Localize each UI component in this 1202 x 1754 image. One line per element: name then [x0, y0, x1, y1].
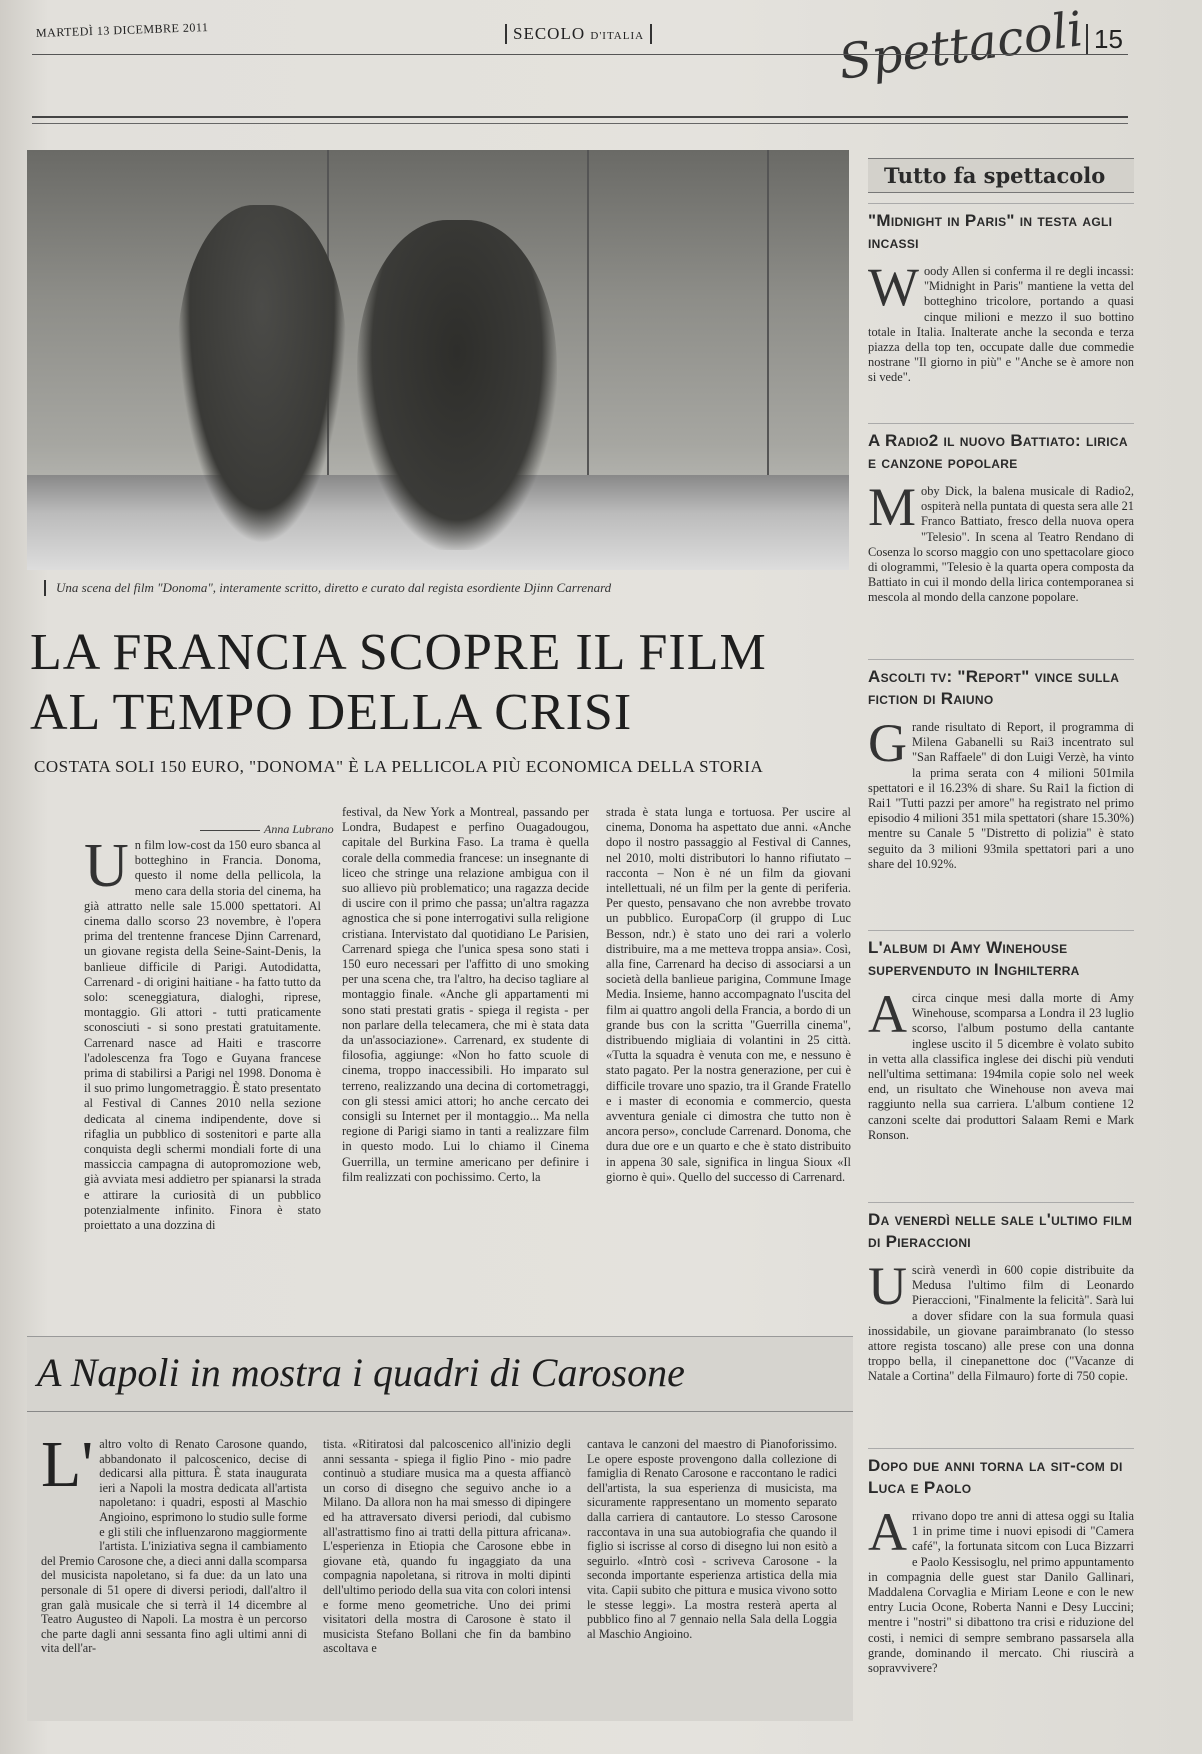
sidebar-item-midnight-in-paris	[868, 203, 1134, 412]
sidebar-item-body	[868, 991, 1134, 1179]
photo-caption: Una scena del film "Donoma", interamente scritto, diretto e curato dal regista esordiente Djinn Carrenard	[44, 580, 611, 596]
box-headline: A Napoli in mostra i quadri di Carosone	[37, 1350, 685, 1395]
sidebar-dropcap: W	[868, 264, 919, 317]
sidebar-item-headline: Dopo due anni torna la sit-com di Luca e Paolo	[868, 1448, 1134, 1499]
box-dropcap: L'	[41, 1437, 94, 1501]
article-byline: Anna Lubrano	[200, 822, 334, 837]
sidebar-item-body	[868, 720, 1134, 890]
article-headline	[30, 623, 850, 743]
sidebar-item-text: rande risultato di Report, il programma di Milena Gabanelli su Rai3 incentrato sul "San Raffaele" di don Luigi Verzè, ha vinto la prima serata con 4 milioni 501mila spettatori e il 16.23% di share. Su Rai1 la fiction di Rai1 "Tutti pazzi per amore" ha registrato nel primo episodio 4 milioni 351 mila spettatori (share 15.30%) mentre su Canale 5 "Distretto di polizia" è stato seguito da 3 milioni 93mila spettatori pari a uno share del 10.92%.	[868, 720, 1134, 871]
box-column-2-text: tista. «Ritiratosi dal palcoscenico all'inizio degli anni sessanta - spiega il figlio Pino - mio padre continuò a studiare musica ma a questa affiancò un corso di disegno che seguivo anche io a Milano. Da allora non ha mai smesso di dipingere ed ha attraversato diversi periodi, dal cubismo all'astrattismo fino ai tratti della pittura africana». L'esperienza in Etiopia che Carosone ebbe in giovane età, quando fu ingaggiato da una compagnia napoletana, si ritrova in molti dipinti dell'ultimo periodo della sua vita con colori intensi e forme meno geometriche. Uno dei primi visitatori della mostra di Carosone è stato il musicista Stefano Bollani che fin da bambino ascoltava e	[323, 1437, 571, 1656]
sidebar-dropcap: G	[868, 720, 907, 773]
headline-line-2: AL TEMPO DELLA CRISI	[30, 684, 633, 741]
section-title: Spettacoli	[835, 1, 1087, 91]
box-column-3	[587, 1437, 837, 1717]
article-column-2	[342, 805, 589, 1301]
photo-figure-man	[357, 220, 557, 550]
article-column-1	[84, 838, 321, 1301]
sidebar-dropcap: M	[868, 484, 917, 537]
issue-date: MARTEDÌ 13 DICEMBRE 2011	[35, 19, 209, 40]
sidebar-dropcap: A	[868, 1509, 907, 1562]
sidebar-item-text: oby Dick, la balena musicale di Radio2, ospiterà nella puntata di questa sera alle 21 Franco Battiato, fresco della nuova opera "Telesio". In scena al Teatro Rendano di Cosenza lo scorso maggio con uno spettacolare gioco di ologrammi, "Telesio è la quarta opera composta da Battiato in cui il mondo della lirica contemporanea si mescola al mondo della canzone popolare.	[868, 484, 1134, 605]
sidebar-item-headline: Da venerdì nelle sale l'ultimo film di Pieraccioni	[868, 1202, 1134, 1253]
sidebar-item-headline: Ascolti tv: "Report" vince sulla fiction di Raiuno	[868, 659, 1134, 710]
sidebar-item-headline: "Midnight in Paris" in testa agli incassi	[868, 203, 1134, 254]
sidebar-item-text: rrivano dopo tre anni di attesa oggi su Italia 1 in prime time i nuovi episodi di "Camera café", la fortunata sitcom con Luca Bizzarri e Paolo Kessisoglu, nel primo appuntamento in compagnia delle guest star Danilo Gallinari, Maddalena Corvaglia e Miriam Leone e con le new entry Lucia Ocone, Roberta Nanni e Desy Luccini; mentre i "nostri" si dibattono tra crisi e riduzione del costi, i nemici di sempre sembrano passarsela alla grande, dominando il mercato. Chi riuscirà a sopravvivere?	[868, 1509, 1134, 1676]
article-column-3	[606, 805, 851, 1301]
box-column-1-text: altro volto di Renato Carosone quando, abbandonato il palcoscenico, decise di dedicarsi alla pittura. È stata inaugurata ieri a Napoli la mostra dedicata all'artista napoletano: i quadri, esposti al Maschio Angioino, esprimono lo studio sulle forme e gli stili che influenzarono maggiormente l'artista. L'iniziativa segna il cambiamento del Premio Carosone che, a dieci anni dalla scomparsa del musicista napoletano, si fa due: da un lato una personale di 51 opere di diversi periodi, dall'altro il gran galà musicale che si terrà il 14 dicembre al Teatro Augusteo di Napoli. La mostra è un percorso che parte dagli anni sessanta fino agli ultimi anni di vita dell'ar-	[41, 1437, 307, 1656]
newspaper-name-suffix: D'ITALIA	[590, 30, 645, 42]
article-dropcap: U	[84, 838, 129, 900]
newspaper-name-main: SECOLO	[513, 24, 586, 43]
sidebar-item-report	[868, 659, 1134, 890]
sidebar-item-body	[868, 1263, 1134, 1421]
sidebar-dropcap: U	[868, 1263, 907, 1316]
sidebar-item-body	[868, 484, 1134, 654]
sidebar-item-text: oody Allen si conferma il re degli incassi: "Midnight in Paris" mantiene la vetta del botteghino tricolore, portando a quasi cinque milioni e mezzo il suo bottino totale in Italia. Inalterate anche la seconda e terza piazza della top ten, occupate dalle due commedie nostrane "Il giorno in più" e "Anche se è amore non si vede".	[868, 264, 1134, 385]
film-still-photo	[27, 150, 849, 570]
box-column-2	[323, 1437, 571, 1717]
carosone-box	[27, 1336, 853, 1721]
headline-line-1: LA FRANCIA SCOPRE IL FILM	[30, 624, 767, 681]
newspaper-name	[505, 24, 652, 44]
sidebar-item-pieraccioni	[868, 1202, 1134, 1421]
sidebar-item-camera-cafe	[868, 1448, 1134, 1741]
box-column-3-text: cantava le canzoni del maestro di Pianoforissimo. Le opere esposte provengono dalla collezione di famiglia di Renato Carosone e raccontano le radici dell'artista, la sua esperienza di musicista, ma sicuramente rappresentano un momento separato dalla carriera di cantautore. Lo stesso Carosone raccontava in una sua autobiografia che quando il figlio si iscrisse al corso di disegno lui non esitò a seguirlo. «Intrò così - scriveva Carosone - la seconda importante esperienza artistica della mia vita. Capii subito che pittura e musica vivono sotto le stesse leggi». La mostra resterà aperta al pubblico fino al 7 gennaio nella Sala della Loggia al Maschio Angioino.	[587, 1437, 837, 1641]
sidebar-item-body	[868, 264, 1134, 412]
article-column-2-text: festival, da New York a Montreal, passando per Londra, Budapest e perfino Ouagadougou, capitale del Burkina Faso. La trama è quella corale della commedia francese: un insegnante di liceo che stringe una relazione ambigua con il suo allievo più problematico; una ragazza decide di uscire con il primo che passa; un'altra ragazza agnostica che si pone interrogativi sulla religione cristiana. Intervistato dal quotidiano Le Parisien, Carrenard spiega che l'unica spesa sono stati i 150 euro necessari per l'affitto di uno smoking per una scena che, tra l'altro, ha deciso tagliare al montaggio finale. «Anche gli appartamenti mi sono stati prestati gratis - spiega il regista - per non parlare della telecamera, che mi è stata data da un'associazione». Carrenard, ex studente di filosofia, aggiunge: «Non ho fatto scuole di cinema, troppo inaccessibili. Ho imparato sul terreno, realizzando una decina di cortometraggi, con gli stessi amici attori; ho anche cercato dei consigli su Internet per il montaggio... Ma nella regione di Parigi siamo in tanti a realizzare film in questo modo. Lui lo chiamo il Cinema Guerrilla, un termine americano per definire i film realizzati con pochissimo. Certo, la	[342, 805, 589, 1184]
article-column-1-text: n film low-cost da 150 euro sbanca al botteghino in Francia. Donoma, questo il nome della pellicola, la meno cara della storia del cinema, ha già attratto nelle sale 15.000 spettatori. Al cinema dallo scorso 23 novembre, è l'opera prima del trentenne francese Djinn Carrenard, un giovane regista della Seine-Saint-Denis, la banlieue difficile di Parigi. Autodidatta, Carrenard - di origini haitiane - ha fatto tutto da solo: sceneggiatura, dialoghi, riprese, montaggio. Gli attori - tutti praticamente sconosciuti - si sono prestati gratuitamente. Carrenard nasce ad Haiti e trascorre l'adolescenza fra Togo e Guyana francese prima di stabilirsi a Parigi nel 1998. Donoma è il suo primo lungometraggio. È stato presentato al Festival di Cannes 2010 nella sezione dedicata al cinema indipendente, dove si rifaglia un pubblico di sostenitori e parte alla conquista degli schermi mondiali forte di una massiccia campagna di autopromozione web, già avviata mesi addietro per spianarsi la strada e attirare la curiosità di un pubblico potenzialmente infinito. Finora è stato proiettato a una dozzina di	[84, 838, 321, 1233]
article-column-3-text: strada è stata lunga e tortuosa. Per uscire al cinema, Donoma ha aspettato due anni. «Anche dopo il nostro passaggio al Festival di Cannes, nel 2010, molti distributori lo hanno rifiutato – racconta – Non è né un film da giovani intellettuali, né un film per la gente di periferia. Per questo, pensavano che non avrebbe trovato un pubblico. EuropaCorp (il gruppo di Luc Besson, ndr.) è stato uno dei rari a volerlo distribuire, ma a me metteva troppa ansia». Così, alla fine, Carrenard ha deciso di associarsi a un società della banlieue parigina, Commune Image Media. Insieme, hanno accompagnato l'uscita del film ai quattro angoli della Francia, a bordo di un grande bus con la scritta "Guerrilla cinema", distribuendo migliaia di volantini in 25 città. «Tutta la squadra è venuta con me, e nessuno è stato pagato. Per la nostra generazione, per cui è difficile trovare uno spazio, tra il Grande Fratello e i master di economia e commercio, questa avventura geniale ci dimostra che tutto non è ancora perso», conclude Carrenard. Donoma, che dura due ore e un quarto e che è stato distribuito in appena 30 sale, significa in lingua Sioux «Il giorno è qui». Quello del successo di Carrenard.	[606, 805, 851, 1184]
header-rule	[32, 54, 1128, 55]
sidebar-item-winehouse	[868, 930, 1134, 1179]
sidebar-item-text: scirà venerdì in 600 copie distribuite da Medusa l'ultimo film di Leonardo Pieraccioni, "Finalmente la felicità". Sarà lui a dover sfidare con la sua formula quasi inossidabile, un giovane paraimbranato (lo stesso attore regista toscano) alle prese con una donna troppo bella, il cinepanettone doc ("Vacanze di Natale a Cortina" della Filmauro) forte di 750 copie.	[868, 1263, 1134, 1384]
sidebar-item-body	[868, 1509, 1134, 1741]
page-number: 15	[1086, 24, 1123, 55]
sidebar-item-headline: L'album di Amy Winehouse supervenduto in Inghilterra	[868, 930, 1134, 981]
photo-figure-woman	[177, 205, 347, 545]
sidebar-title: Tutto fa spettacolo	[868, 158, 1134, 193]
sidebar-item-text: circa cinque mesi dalla morte di Amy Winehouse, scomparsa a Londra il 23 luglio scorso, l'album postumo della cantante inglese uscito il 5 dicembre è volato subito in vetta alla classifica inglese dei dischi più venduti nell'ultima settimana: 194mila copie solo nel week end, un risultato che Winehouse non aveva mai raggiunto nella sua carriera. L'album contiene 12 canzoni scelte dai produttori Salaam Remi e Mark Ronson.	[868, 991, 1134, 1142]
article-subhead: COSTATA SOLI 150 EURO, "DONOMA" È LA PELLICOLA PIÙ ECONOMICA DELLA STORIA	[34, 757, 764, 776]
box-rule	[27, 1411, 853, 1412]
box-column-1	[41, 1437, 307, 1717]
sidebar-item-headline: A Radio2 il nuovo Battiato: lirica e canzone popolare	[868, 423, 1134, 474]
sidebar-dropcap: A	[868, 991, 907, 1044]
sidebar-item-battiato	[868, 423, 1134, 654]
header-double-rule	[32, 116, 1128, 124]
